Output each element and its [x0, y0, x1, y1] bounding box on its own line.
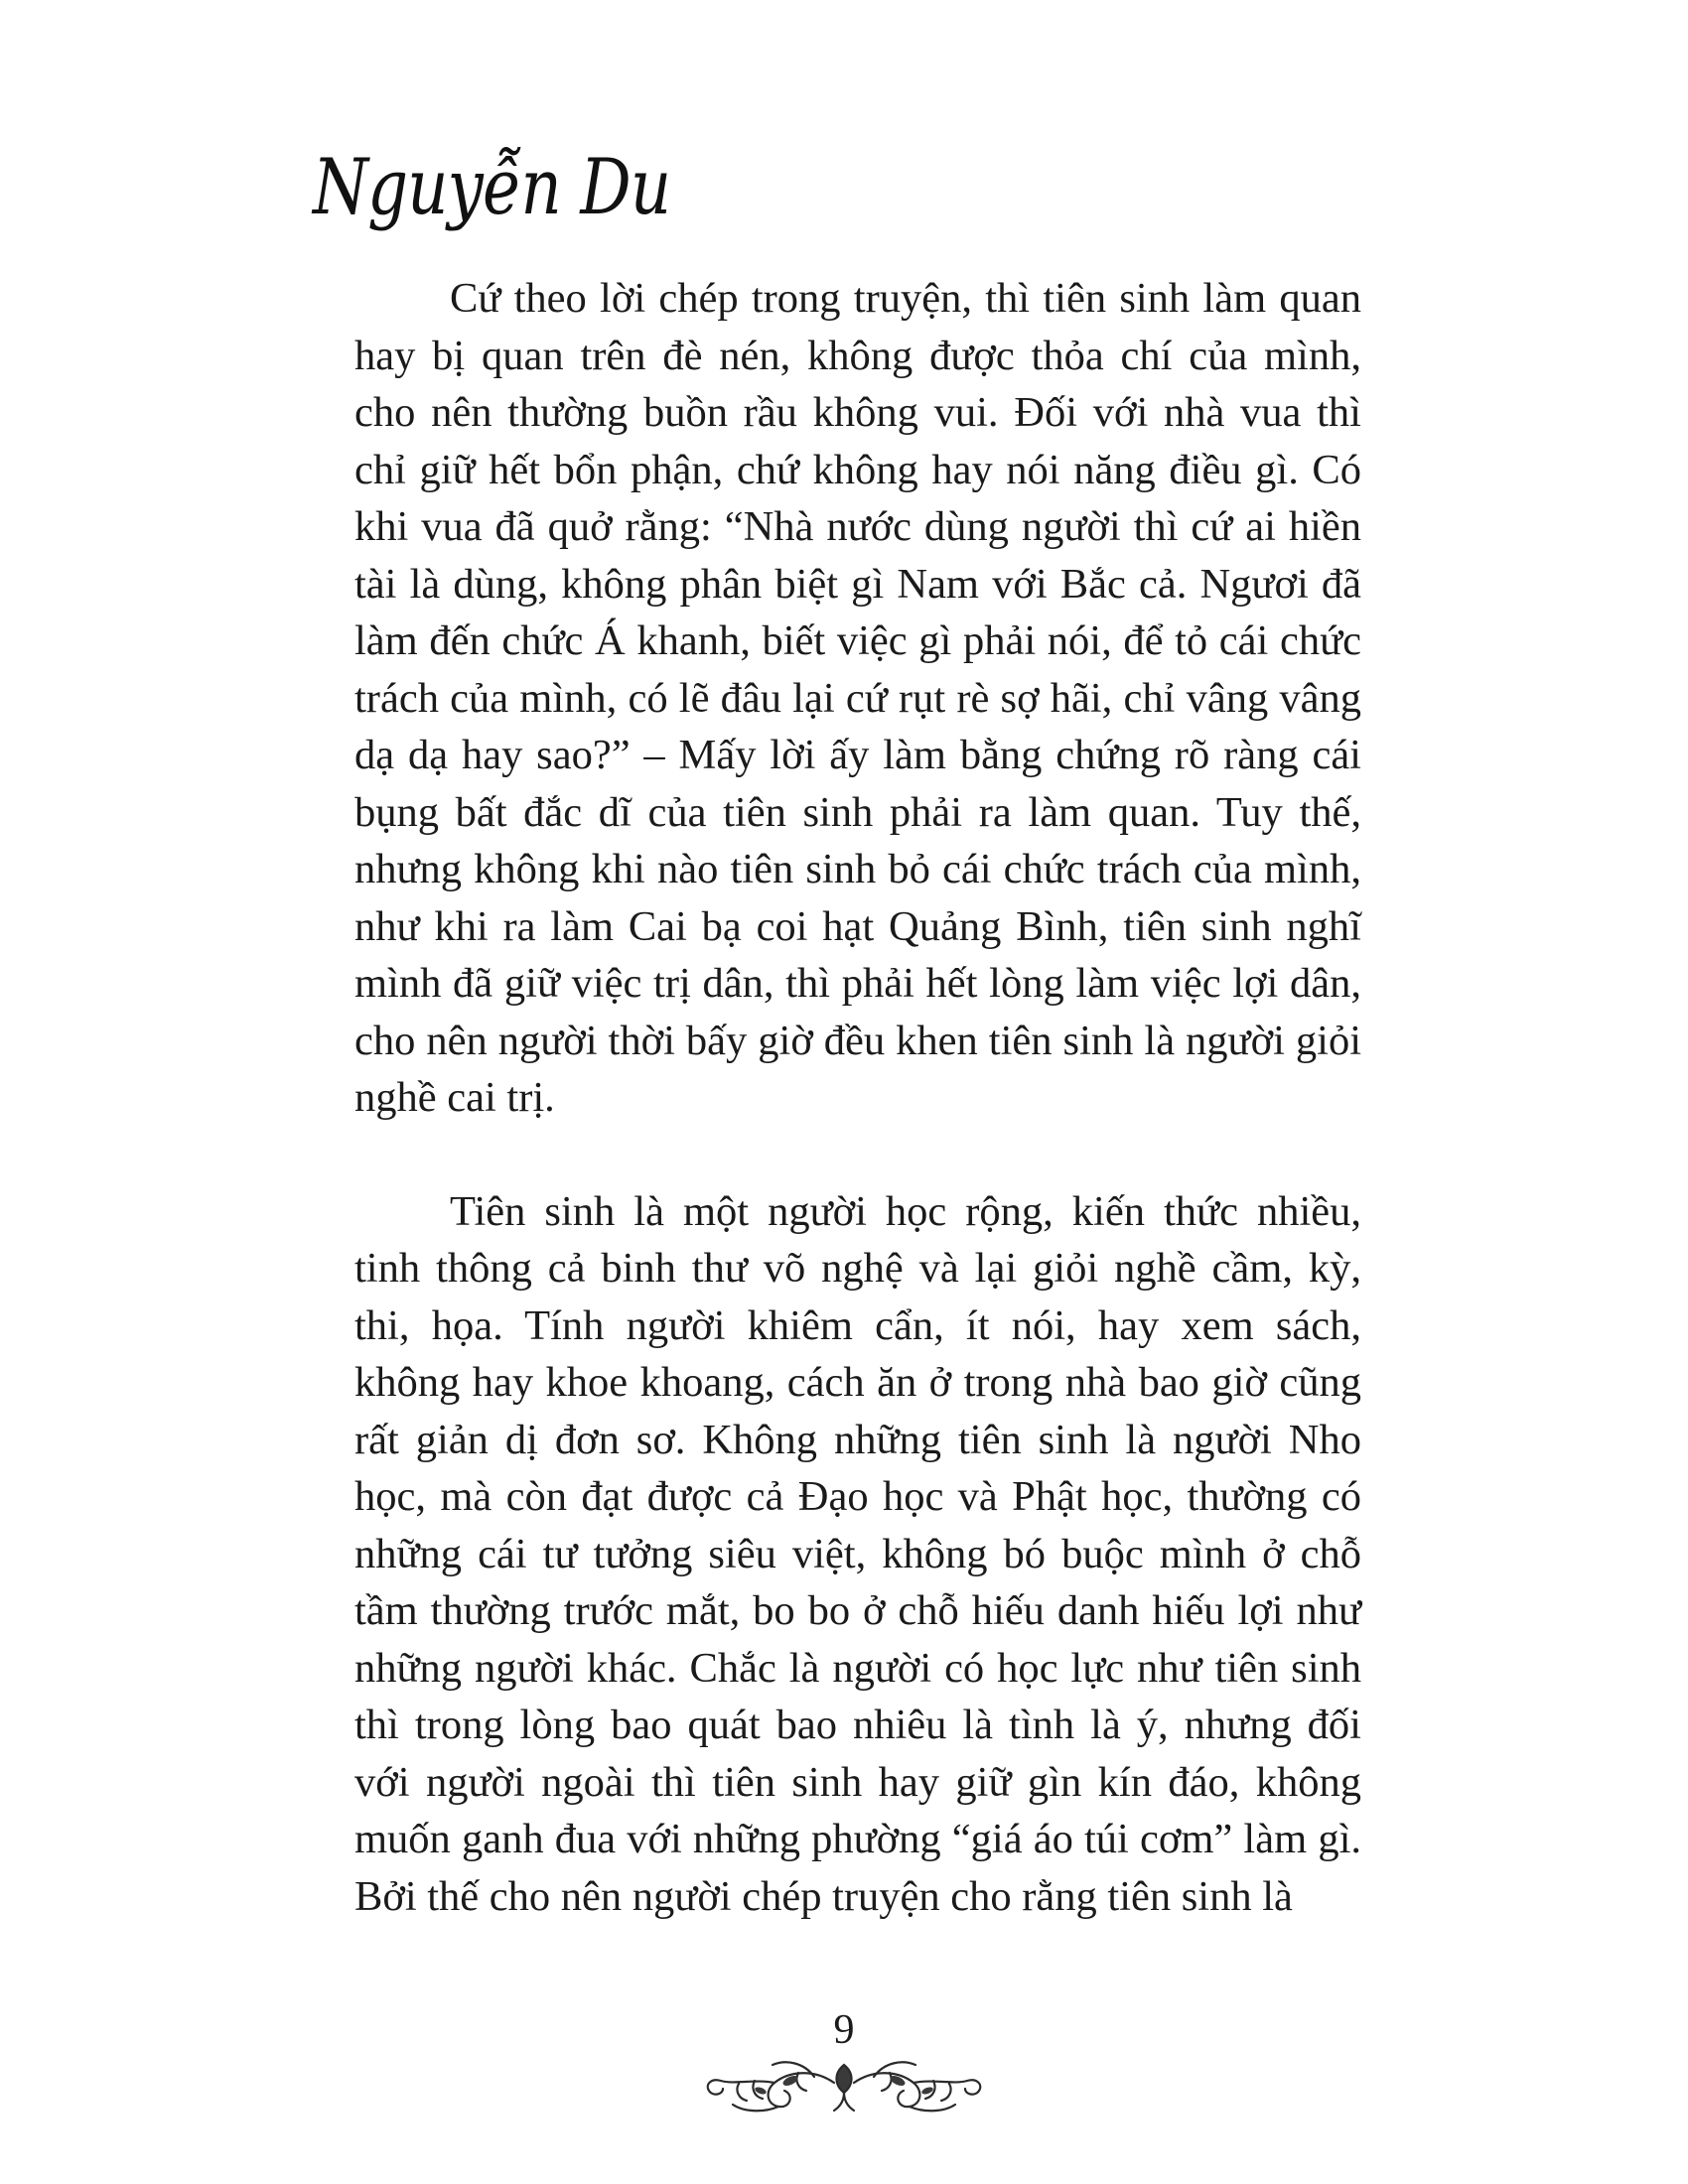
paragraph-2: Tiên sinh là một người học rộng, kiến thức nhiều, tinh thông cả binh thư võ nghệ và lại giỏi nghề cầm, kỳ, thi, họa. Tính người khiêm cẩn, ít nói, hay xem sách, không hay khoe khoang, cách ăn ở trong nhà bao giờ cũng rất giản dị đơn sơ. Không những tiên sinh là người Nho học, mà còn đạt được cả Đạo học và Phật học, thường có những cái tư tưởng siêu việt, không bó buộc mình ở chỗ tầm thường trước mắt, bo bo ở chỗ hiếu danh hiếu lợi như những người khác. Chắc là người có học lực như tiên sinh thì trong lòng bao quát bao nhiêu là tình là ý, nhưng đối với người ngoài thì tiên sinh hay giữ gìn kín đáo, không muốn ganh đua với những phường “giá áo túi cơm” làm gì. Bởi thế cho nên người chép truyện cho rằng tiên sinh là	[354, 1187, 1361, 1920]
page-number: 9	[833, 2007, 855, 2053]
paragraph-1: Cứ theo lời chép trong truyện, thì tiên sinh làm quan hay bị quan trên đè nén, không được thỏa chí của mình, cho nên thường buồn rầu không vui. Đối với nhà vua thì chỉ giữ hết bổn phận, chứ không hay nói năng điều gì. Có khi vua đã quở rằng: “Nhà nước dùng người thì cứ ai hiền tài là dùng, không phân biệt gì Nam với Bắc cả. Ngươi đã làm đến chức Á khanh, biết việc gì phải nói, để tỏ cái chức trách của mình, có lẽ đâu lại cứ rụt rè sợ hãi, chỉ vâng vâng dạ dạ hay sao?” – Mấy lời ấy làm bằng chứng rõ ràng cái bụng bất đắc dĩ của tiên sinh phải ra làm quan. Tuy thế, nhưng không khi nào tiên sinh bỏ cái chức trách của mình, như khi ra làm Cai bạ coi hạt Quảng Bình, tiên sinh nghĩ mình đã giữ việc trị dân, thì phải hết lòng làm việc lợi dân, cho nên người thời bấy giờ đều khen tiên sinh là người giỏi nghề cai trị.	[354, 275, 1361, 1121]
floral-scroll-ornament-icon	[695, 2051, 993, 2120]
running-head-author: Nguyễn Du	[313, 143, 671, 232]
body-text	[354, 270, 1361, 1925]
